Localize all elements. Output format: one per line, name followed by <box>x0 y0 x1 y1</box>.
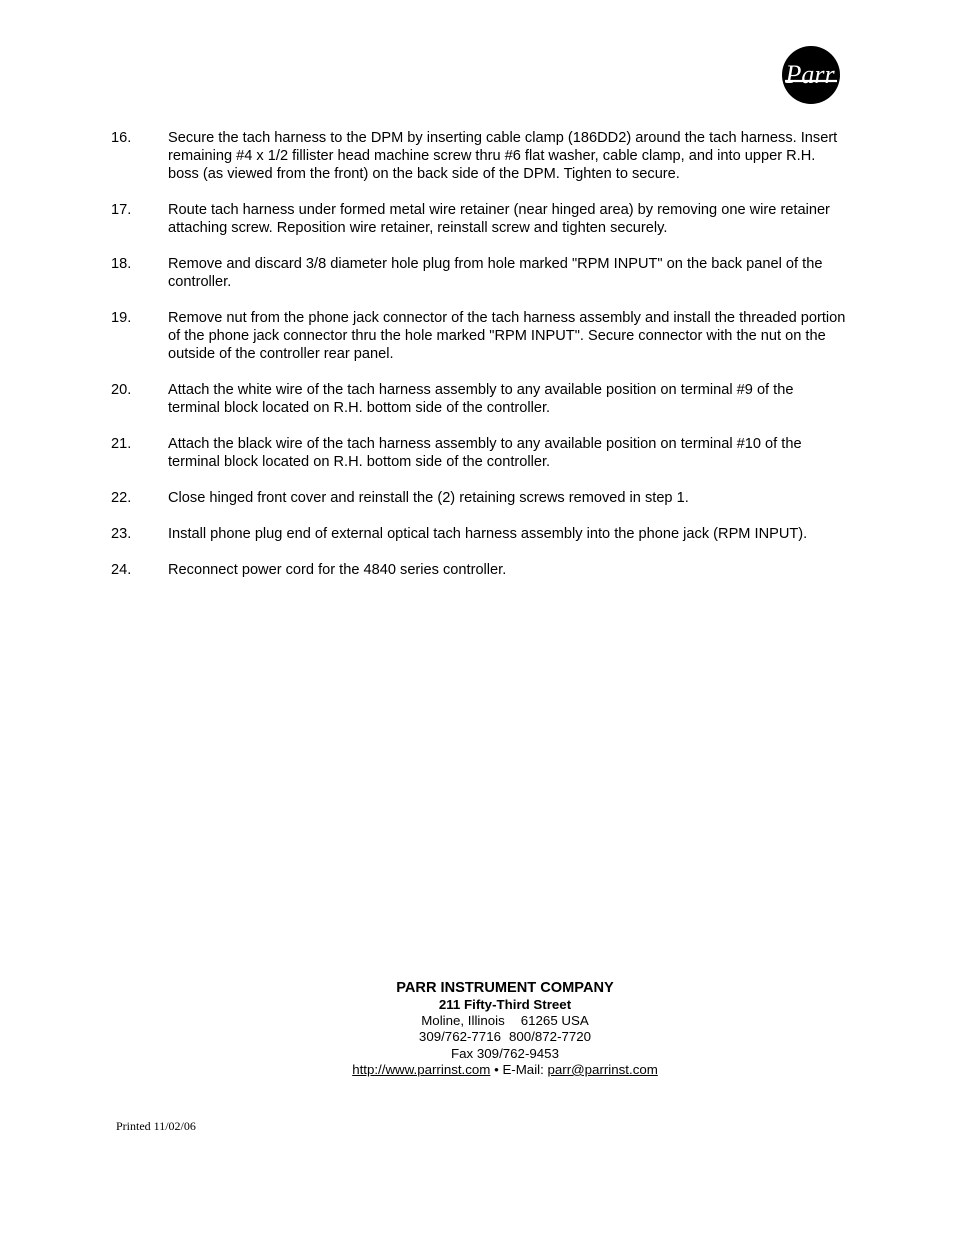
company-footer <box>255 979 755 1078</box>
list-item <box>0 381 954 417</box>
list-item <box>0 489 954 507</box>
phone-local: 309/762-7716 <box>418 1029 501 1045</box>
step-number: 23. <box>111 526 132 542</box>
step-number: 21. <box>111 436 132 452</box>
parr-logo-icon <box>781 45 841 105</box>
step-text: Attach the white wire of the tach harness assembly to any available position on terminal #9 of the terminal block located on R.H. bottom side of the controller. <box>168 382 794 416</box>
city: Moline, Illinois <box>421 1013 505 1029</box>
printed-date: Printed 11/02/06 <box>116 1119 196 1133</box>
step-number: 24. <box>111 562 132 578</box>
list-item <box>0 561 954 579</box>
step-text: Remove nut from the phone jack connector of the tach harness assembly and install the threaded portion of the phone jack connector thru the hole marked "RPM INPUT". Secure connector with the nut on the outside of the controller rear panel. <box>168 310 846 362</box>
step-text: Install phone plug end of external optical tach harness assembly into the phone jack (RPM INPUT). <box>168 526 808 542</box>
step-text: Close hinged front cover and reinstall the (2) retaining screws removed in step 1. <box>168 490 689 506</box>
bullet-separator: • <box>494 1061 499 1077</box>
list-item <box>0 255 954 291</box>
email-label: E-Mail: <box>502 1061 544 1077</box>
zip: 61265 USA <box>520 1013 589 1029</box>
step-text: Remove and discard 3/8 diameter hole plug from hole marked "RPM INPUT" on the back panel of the controller. <box>168 256 823 290</box>
fax: Fax 309/762-9453 <box>451 1045 559 1061</box>
company-name: PARR INSTRUMENT COMPANY <box>396 980 614 996</box>
list-item <box>0 201 954 237</box>
step-text: Secure the tach harness to the DPM by inserting cable clamp (186DD2) around the tach harness. Insert remaining #4 x 1/2 fillister head machine screw thru #6 flat washer, cable clamp, and into upper R.H. boss (as viewed from the front) on the back side of the DPM. Tighten to secure. <box>168 130 838 182</box>
city-line <box>255 1013 755 1029</box>
step-text: Reconnect power cord for the 4840 series controller. <box>168 562 507 578</box>
list-item <box>0 309 954 363</box>
step-number: 16. <box>111 130 132 146</box>
step-text: Attach the black wire of the tach harness assembly to any available position on terminal #10 of the terminal block located on R.H. bottom side of the controller. <box>168 436 802 470</box>
parr-logo-text: Parr <box>785 60 835 89</box>
street-address: 211 Fifty-Third Street <box>438 997 572 1012</box>
step-text: Route tach harness under formed metal wire retainer (near hinged area) by removing one wire retainer attaching screw. Reposition wire retainer, reinstall screw and tighten securely. <box>168 202 830 236</box>
instruction-list <box>0 129 954 597</box>
list-item <box>0 435 954 471</box>
list-item <box>0 525 954 543</box>
website-link[interactable]: http://www.parrinst.com <box>352 1061 491 1077</box>
step-number: 18. <box>111 256 132 272</box>
step-number: 19. <box>111 310 132 326</box>
step-number: 17. <box>111 202 132 218</box>
contact-line <box>255 1062 755 1078</box>
step-number: 20. <box>111 382 132 398</box>
phone-tollfree: 800/872-7720 <box>509 1029 592 1045</box>
list-item <box>0 129 954 183</box>
step-number: 22. <box>111 490 132 506</box>
phone-line <box>255 1029 755 1045</box>
email-link[interactable]: parr@parrinst.com <box>547 1061 658 1077</box>
